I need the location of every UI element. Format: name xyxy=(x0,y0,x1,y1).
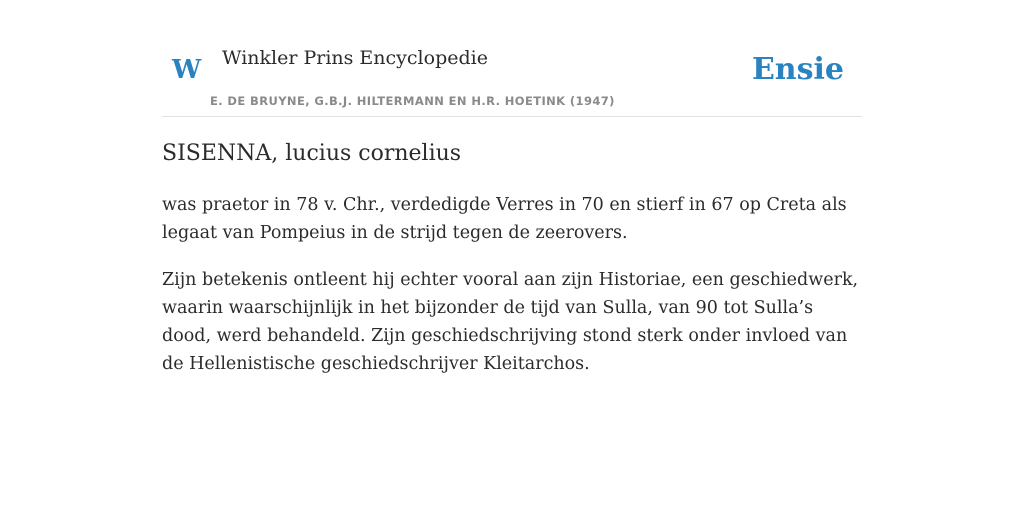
source-header xyxy=(162,0,862,117)
ensie-logo[interactable]: Ensie xyxy=(751,52,844,87)
entry-paragraph-2: Zijn betekenis ontleent hij echter vooral aan zijn Historiae, een geschiedwerk, waarin waarschijnlijk in het bijzonder de tijd van Sulla, van 90 tot Sulla’s dood, werd behandeld. Zijn geschiedschrijving stond sterk onder invloed van de Hellenistische geschiedschrijver Kleitarchos. xyxy=(162,270,859,374)
publication-title[interactable]: Winkler Prins Encyclopedie xyxy=(222,47,488,69)
entry-title: SISENNA, lucius cornelius xyxy=(162,141,462,166)
entry-body xyxy=(162,191,862,397)
entry-paragraph-1: was praetor in 78 v. Chr., verdedigde Verres in 70 en stierf in 67 op Creta als legaat van Pompeius in de strijd tegen de zeerovers. xyxy=(162,195,847,243)
winkler-prins-logo[interactable]: W xyxy=(172,55,202,85)
publication-authors: E. DE BRUYNE, G.B.J. HILTERMANN EN H.R. HOETINK (1947) xyxy=(210,94,615,108)
